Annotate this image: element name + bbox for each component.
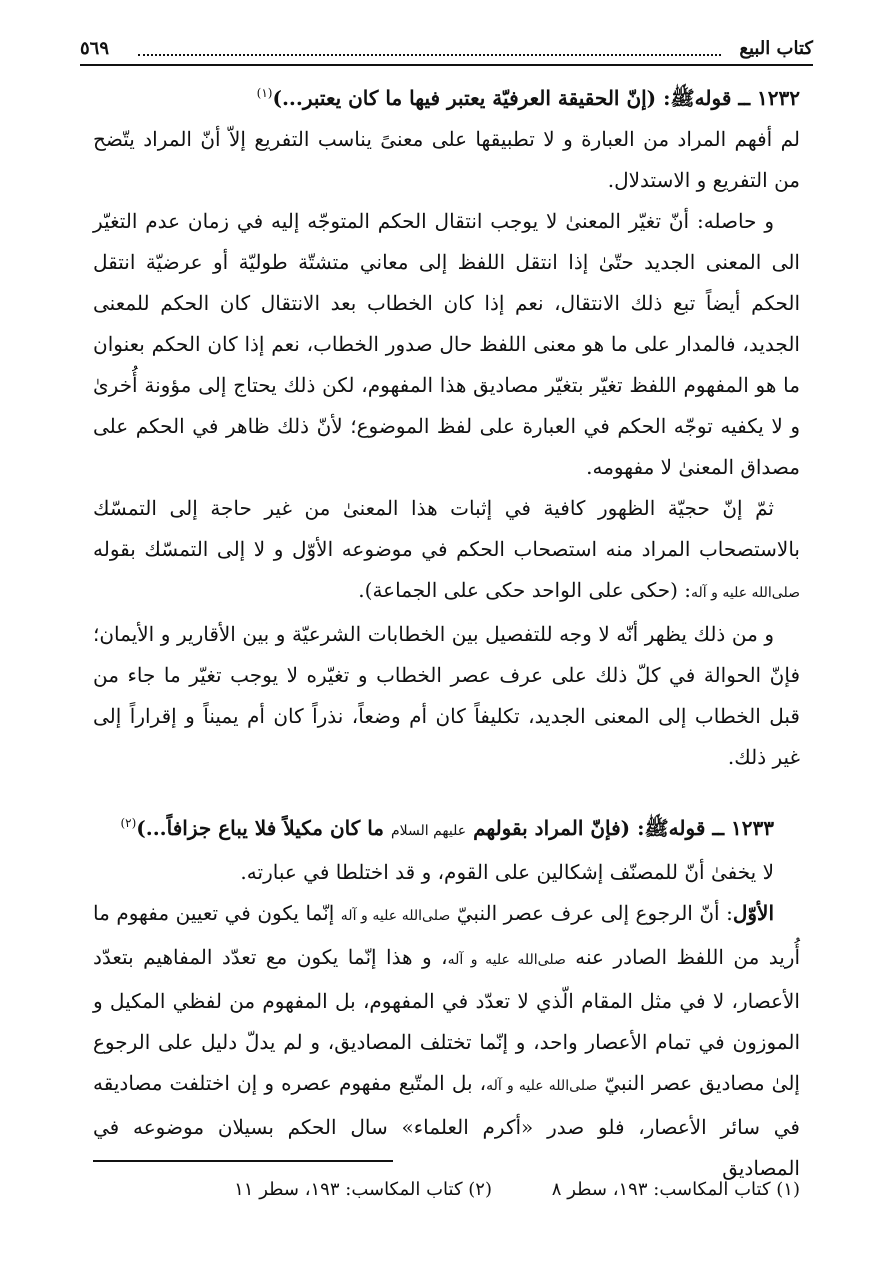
footnote-ref-2: (٢) [120,816,137,830]
page-number: ٥٦٩ [80,38,110,59]
heading-number: ١٢٣٣ ــ قوله [668,816,774,840]
honorific: ﷺ [670,86,695,110]
heading-quote: : (إنّ الحقيقة العرفيّة يعتبر فيها ما كان يعتبر...) [272,86,671,110]
section-heading-1232 [93,78,800,119]
footnote-divider [93,1160,393,1162]
paragraph [93,893,800,1189]
section-heading-1233 [93,808,800,852]
paragraph-text: ثمّ إنّ حجيّة الظهور كافية في إثبات هذا المعنىٰ من غير حاجة إلى التمسّك بالاستصحاب المراد منه استصحاب الحكم في موضوعه الأوّل و لا إلى التمسّك بقوله [93,496,800,561]
salawat: صلى‌الله عليه و آله [486,1078,598,1094]
running-title: كتاب البيع [739,38,813,59]
dotted-leader [138,54,721,56]
paragraph-text: ، بل المتّبع مفهوم عصره و إن اختلفت مصاديقه في سائر الأعصار، فلو صدر «أكرم العلماء» سال الحكم بسيلان موضوعه في المصاديق [93,1071,800,1180]
footnote-2: (٢) كتاب المكاسب: ١٩٣، سطر ١١ [234,1179,492,1200]
salawat: صلى‌الله عليه و آله [340,908,451,924]
heading-salutation: عليهم السلام [390,823,467,839]
honorific: ﷺ [644,816,669,840]
footnote-ref-1: (١) [256,86,273,100]
paragraph: و حاصله: أنّ تغيّر المعنىٰ لا يوجب انتقال الحكم المتوجّه إليه في زمان عدم التغيّر الى المعنى الجديد حتّىٰ إذا انتقل اللفظ إلى معاني متشتّة طوليّة أو عرضيّة انتقل الحكم أيضاً تبع ذلك الانتقال، نعم إذا كان الخطاب بعد الانتقال كان الحكم للمعنى الجديد، فالمدار على ما هو معنى اللفظ حال صدور الخطاب، نعم إذا كان الحكم بعنوان ما هو المفهوم اللفظ تغيّر بتغيّر مصاديق هذا المفهوم، لكن ذلك يحتاج إلى مؤونة أُخرىٰ و لا يكفيه توجّه الحكم في العبارة على لفظ الموضوع؛ لأنّ ذلك ظاهر في الحكم على مصداق المعنىٰ لا مفهومه. [93,209,800,479]
paragraph-text: : أنّ الرجوع إلى عرف عصر النبيّ [456,901,733,925]
page-header [80,34,813,66]
paragraph [93,488,800,614]
heading-quote-part-1: : (فإنّ المراد بقولهم [473,816,645,840]
first-label: الأوّل [732,901,775,925]
paragraph-text: إنّما يكون في تعيين مفهوم ما أُريد من اللفظ الصادر عنه [93,901,800,969]
heading-quote-part-2: ما كان مكيلاً فلا يباع جزافاً...) [136,816,385,840]
paragraph: و من ذلك يظهر أنّه لا وجه للتفصيل بين الخطابات الشرعيّة و بين الأقارير و الأيمان؛ فإنّ الحوالة في كلّ ذلك على عرف عصر الخطاب و تغيّره لا يوجب تغيّر ما جاء من قبل الخطاب إلى المعنى الجديد، تكليفاً كان أم وضعاً، نذراً كان أم يميناً و إقراراً إلى غير ذلك. [93,622,800,769]
section-gap [93,778,800,808]
heading-number: ١٢٣٢ ــ قوله [694,86,800,110]
paragraph: لم أفهم المراد من العبارة و لا تطبيقها على معنىً يناسب التفريع إلاّ أنّ المراد يتّضح من التفريع و الاستدلال. [93,127,800,192]
body-text [93,78,800,1189]
salawat: صلى‌الله عليه و آله [691,585,800,601]
hadith-quote: : (حكى على الواحد حكى على الجماعة). [358,578,692,602]
salawat: صلى‌الله عليه و آله [447,952,566,968]
paragraph: لا يخفىٰ أنّ للمصنّف إشكالين على القوم، و قد اختلطا في عبارته. [240,860,774,884]
footnote-1: (١) كتاب المكاسب: ١٩٣، سطر ٨ [551,1179,800,1200]
paragraph-text: ، و هذا إنّما يكون مع تعدّد المفاهيم بتعدّد الأعصار، لا في مثل المقام الّذي لا تعدّد في المفهوم، بل المفهوم من لفظي المكيل و الموزون في تمام الأعصار واحد، و إنّما تختلف المصاديق، و لم يدلّ دليل على الرجوع إلىٰ مصاديق عصر النبيّ [93,945,800,1095]
